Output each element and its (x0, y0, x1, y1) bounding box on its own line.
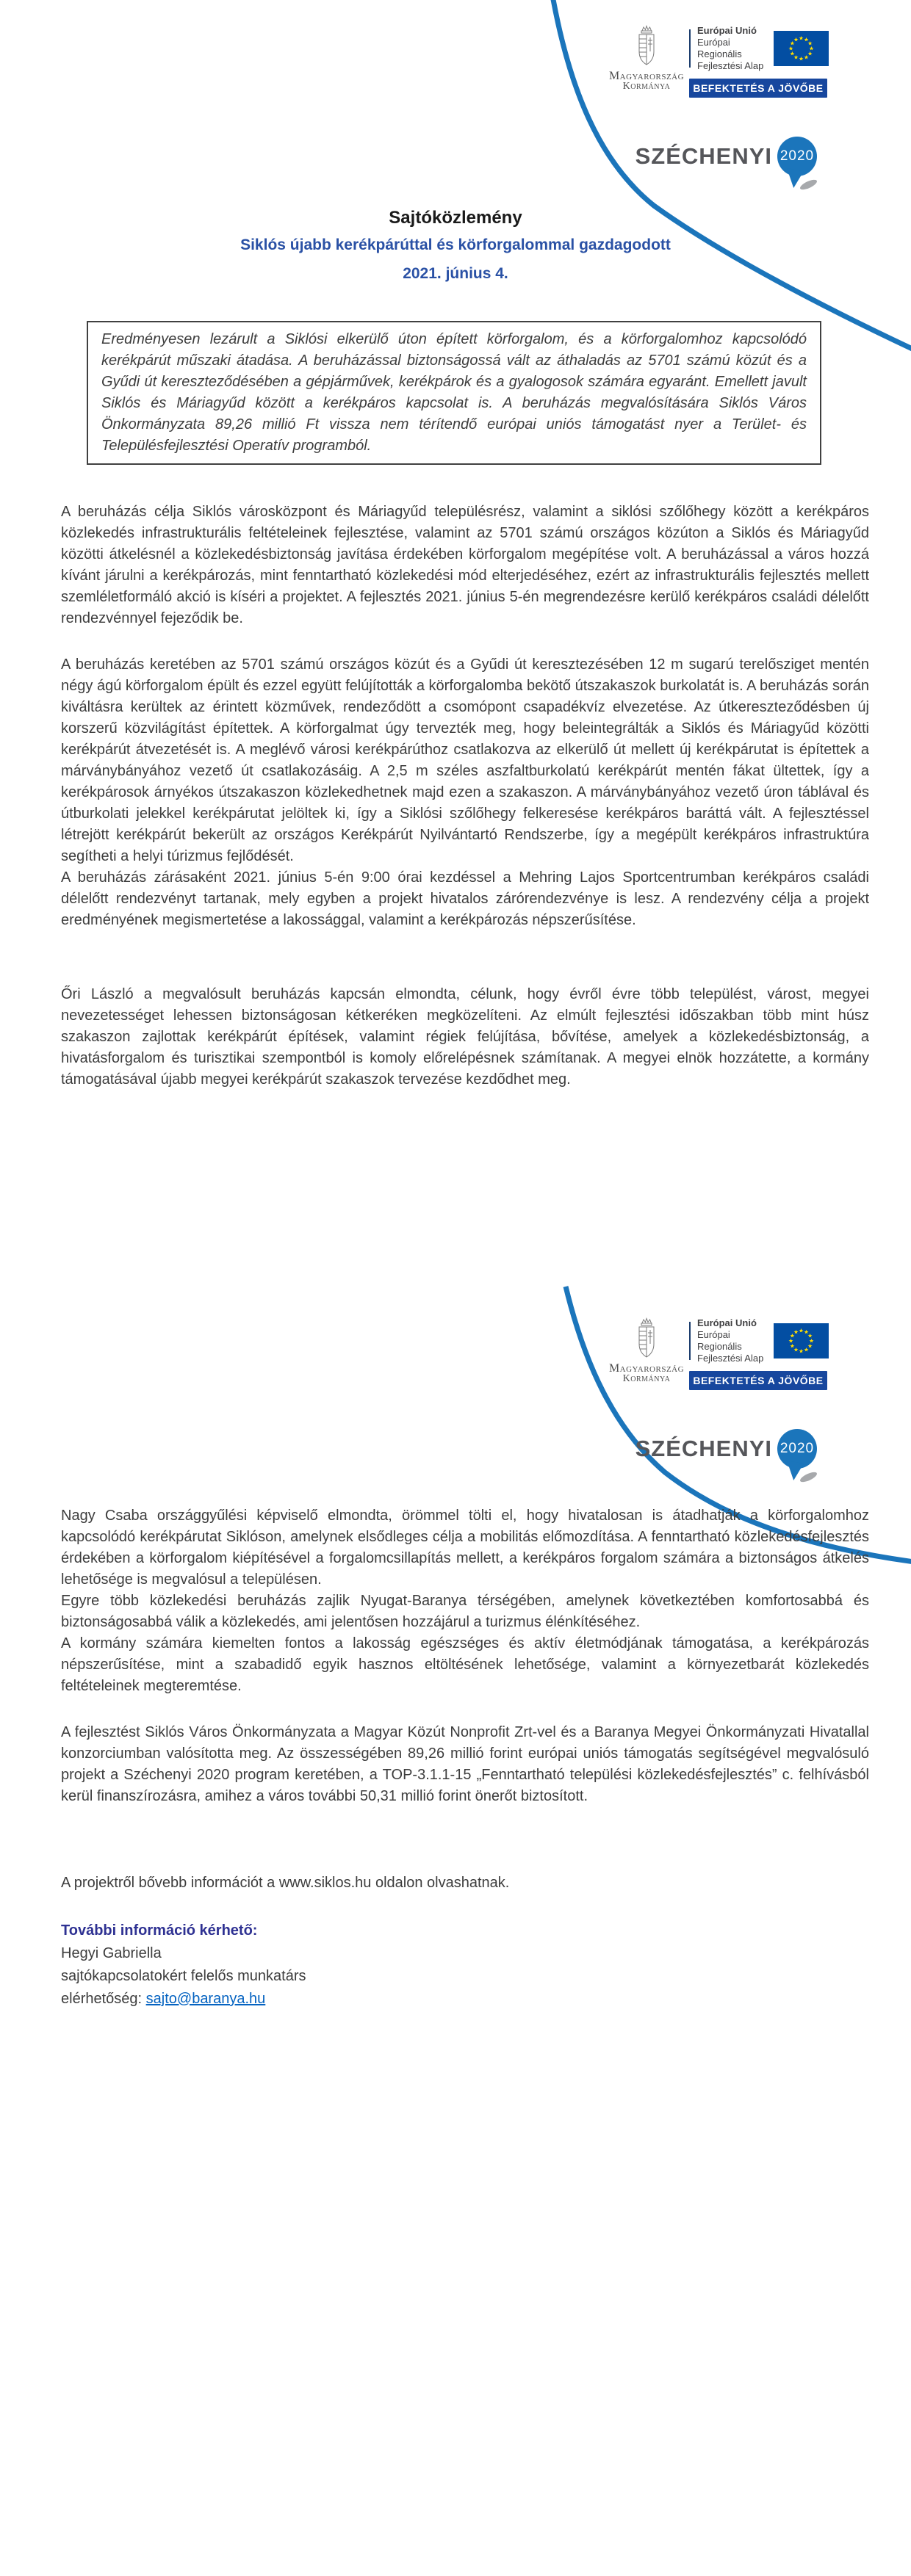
government-name-line2: Kormánya (622, 1373, 671, 1384)
szechenyi-pin-icon (777, 1429, 817, 1469)
contact-email-label: elérhetőség: (61, 1991, 143, 2007)
eu-label-line1: Európai Unió (697, 25, 757, 36)
hungary-government-logo (608, 1317, 685, 1390)
paragraph-text: A beruházás zárásaként 2021. június 5-én 9:00 órai kezdéssel a Mehring Lajos Sportcentrumban kerékpáros családi délelőtt rendezvényt tartanak, mely egyben a projekt hivatalos zárórendezvénye is lesz. A rendezvény célja a projekt eredményének megismertetése a lakossággal, valamint a kerékpározás népszerűsítése. (61, 869, 869, 928)
paragraph-text: A beruházás célja Siklós városközpont és Máriagyűd településrész, valamint a siklósi szőlőhegy között a kerékpáros közlekedés infrastrukturális feltételeinek fejlesztése, valamint az 5701 számú országos közúton a Siklós és Máriagyűd közötti átkelésnél a közlekedésbiztonság javítása érdekében körforgalom megépítése volt. A beruházással a város hozzá kívánt járulni a kerékpározás, mint fenntartható közlekedési mód elterjedéséhez, ezért az infrastrukturális fejlesztés mellett szemléletformáló akció is kíséri a projektet. A fejlesztés 2021. június 5-én megrendezésre kerülő kerékpáros családi délelőtt rendezvénnyel fejeződik be. (61, 504, 869, 626)
szechenyi-2020-logo (635, 137, 817, 176)
paragraph-text: Nagy Csaba országgyűlési képviselő elmondta, örömmel tölti el, hogy hivatalosan is átadhatják a körforgalomhoz kapcsolódó kerékpárutat Siklóson, amelynek elsődleges célja a mobilitás előmozdítása. A fenntartható közlekedésfejlesztés érdekében a körforgalom kiépítésével a forgalomcsillapítás mellett, a kerékpáros forgalom számára a biztonságos átkelés lehetősége is megvalósul a településen. (61, 1508, 869, 1588)
szechenyi-2020-logo (635, 1429, 817, 1469)
paragraph-text: A projektről bővebb információt a www.siklos.hu oldalon olvashatnak. (61, 1875, 510, 1891)
contact-heading: További információ kérhető: (61, 1922, 258, 1939)
hungary-coat-of-arms-icon (634, 25, 659, 69)
investment-banner: BEFEKTETÉS A JÖVŐBE (689, 1371, 827, 1390)
eu-flag-icon (774, 31, 829, 66)
eu-flag-icon (774, 1323, 829, 1358)
government-name-line1: Magyarország (608, 70, 685, 82)
document-title: Sajtóközlemény (389, 208, 522, 228)
szechenyi-logo-text: SZÉCHENYI (635, 1436, 772, 1461)
project-info-line (61, 1873, 869, 1894)
eu-label-line1: Európai Unió (697, 1317, 757, 1328)
paragraph-text: A kormány számára kiemelten fontos a lakosság egészséges és aktív életmódjának támogatása, a kerékpározás népszerűsítése, mint a szabadidő egyik hasznos eltöltésének lehetősége, valamint a környezetbarát közlekedés feltételeinek megteremtése. (61, 1635, 869, 1694)
paragraph-text: Egyre több közlekedési beruházás zajlik Nyugat-Baranya térségében, amelynek következtében komfortosabbá és biztonságosabbá válik a közlekedés, ami jelentősen hozzájárul a turizmus élénkítéséhez. (61, 1593, 869, 1630)
paragraph-text: Őri László a megvalósult beruházás kapcsán elmondta, célunk, hogy évről évre több települést, várost, megyei nevezetességet lehessen biztonságosan kétkeréken megközelíteni. Az elmúlt fejlesztési időszakban több mint húsz szakaszon zajlottak kerékpárút építések, valamint régiek felújítása, bővítése, amelyek a közlekedésbiztonság, a hivatásforgalom és turisztikai szempontból is komoly előrelépésnek számítanak. A megyei elnök hozzátette, a kormány támogatásával újabb megyei kerékpárút szakaszok tervezése kezdődhet meg. (61, 986, 869, 1088)
contact-section (61, 1920, 869, 2011)
government-name-line2: Kormánya (622, 81, 671, 92)
lead-summary-box: Eredményesen lezárult a Siklósi elkerülő úton épített körforgalom, és a körforgalomhoz kapcsolódó kerékpárút műszaki átadása. A beruházással biztonságossá vált az áthaladás az 5701 számú közút és a Gyűdi út kereszteződésében a gépjárművek, kerékpárok és a gyalogosok számára egyaránt. Emellett javult Siklós és Máriagyűd között a kerékpáros kapcsolat is. A beruházás megvalósítására Siklós Város Önkormányzata 89,26 millió Ft vissza nem térítendő európai uniós támogatást nyer a Terület- és Településfejlesztési Operatív programból. (87, 321, 821, 465)
body-paragraph (61, 1505, 869, 1697)
document-subtitle: Siklós újabb kerékpárúttal és körforgalommal gazdagodott (240, 236, 671, 253)
paragraph-text: A fejlesztést Siklós Város Önkormányzata a Magyar Közút Nonprofit Zrt-vel és a Baranya Megyei Önkormányzati Hivatallal konzorciumban valósította meg. Az összességében 89,26 millió forint európai uniós támogatás segítségével megvalósuló projekt a Széchenyi 2020 program keretében, a TOP-3.1.1-15 „Fenntartható települési közlekedésfejlesztés” c. felhívásból kerül finanszírozásra, amihez a város további 50,31 millió forint önerőt biztosított. (61, 1724, 869, 1804)
pin-shadow (799, 1470, 818, 1484)
divider (689, 1322, 691, 1360)
government-name-line1: Magyarország (608, 1362, 685, 1375)
investment-banner: BEFEKTETÉS A JÖVŐBE (689, 79, 827, 98)
eu-label-line3: Fejlesztési Alap (697, 60, 764, 71)
hungary-coat-of-arms-icon (634, 1317, 659, 1361)
szechenyi-logo-year: 2020 (779, 1441, 815, 1456)
divider (689, 29, 691, 68)
szechenyi-pin-icon (777, 137, 817, 176)
eu-label-line2: Európai Regionális (697, 1329, 742, 1352)
eu-label-line3: Fejlesztési Alap (697, 1353, 764, 1364)
document-date: 2021. június 4. (403, 265, 508, 282)
body-paragraph (61, 1722, 869, 1807)
paragraph-text: A beruházás keretében az 5701 számú országos közút és a Gyűdi út keresztezésében 12 m sugarú terelősziget mentén négy ágú körforgalom épült és ezzel együtt felújították a körforgalomba bekötő útszakaszok burkolatát is. A beruházás során kiváltásra kerültek az érintett közművek, rendeződött a csomópont csapadékvíz elvezetése. Az útkereszteződésben új korszerű közvilágítást építettek. A körforgalmat úgy tervezték meg, hogy beleintegrálták a Siklós és Máriagyűd közötti kerékpárút átvezetését is. A meglévő városi kerékpárúthoz csatlakozva az elkerülő út mellett új kerékpárutat is építettek a márványbányához vezető út csatlakozásáig. A 2,5 m széles aszfaltburkolatú kerékpárút mentén fákat ültettek, így a kerékpárosok árnyékos útszakaszon közlekedhetnek majd ezen a szakaszon. A márványbányához vezető úron táblával és útburkolati jelekkel kerékpárutat jelöltek ki, így a Siklósi szőlőhegy felkeresése kerékpáros baráttá vált. A fejlesztéssel létrejött kerékpárút bekerült az országos Kerékpárút Nyilvántartó Rendszerbe, így a megépült kerékpáros infrastruktúra segítheti a helyi túrizmus fejlődését. (61, 656, 869, 864)
contact-name: Hegyi Gabriella (61, 1945, 162, 1961)
eu-funding-logo-block (608, 25, 827, 98)
contact-email-link[interactable]: sajto@baranya.hu (145, 1991, 266, 2007)
body-paragraph (61, 654, 869, 931)
hungary-government-logo (608, 25, 685, 98)
szechenyi-logo-text: SZÉCHENYI (635, 143, 772, 169)
pin-shadow (799, 178, 818, 192)
szechenyi-logo-year: 2020 (779, 148, 815, 164)
eu-funding-logo-block (608, 1317, 827, 1390)
contact-role: sajtókapcsolatokért felelős munkatárs (61, 1968, 306, 1984)
eu-fund-label (697, 1317, 768, 1364)
contact-email-line (61, 1988, 869, 2011)
body-paragraph (61, 984, 869, 1090)
eu-label-line2: Európai Regionális (697, 37, 742, 59)
eu-fund-label (697, 25, 768, 72)
body-paragraph (61, 502, 869, 629)
